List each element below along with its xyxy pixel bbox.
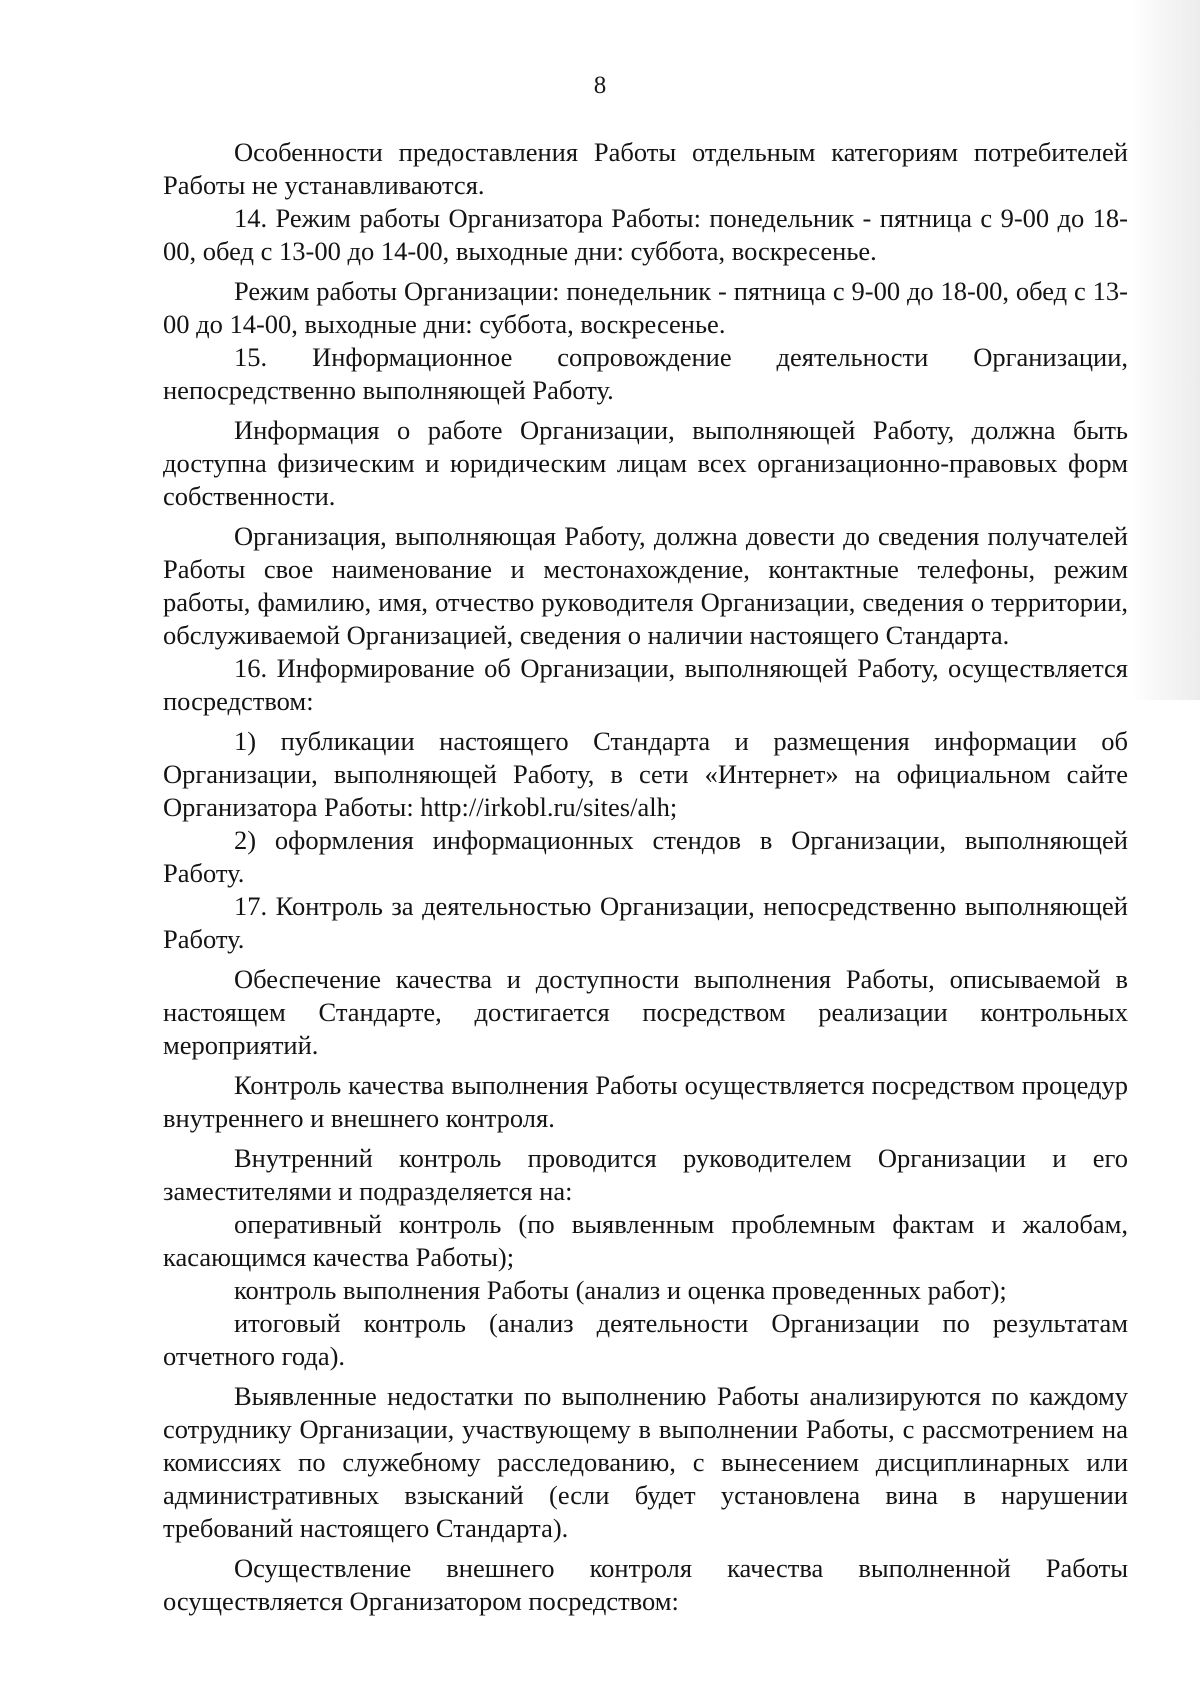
paragraph: Обеспечение качества и доступности выполнения Работы, описываемой в настоящем Стандарте, достигается посредством реализации контрольных мероприятий. <box>163 964 1128 1060</box>
paragraph: Особенности предоставления Работы отдельным категориям потребителей Работы не устанавливаются. <box>163 137 1128 200</box>
paragraph: Информация о работе Организации, выполняющей Работу, должна быть доступна физическим и юридическим лицам всех организационно-правовых форм собственности. <box>163 415 1128 511</box>
paragraph: итоговый контроль (анализ деятельности Организации по результатам отчетного года). <box>163 1308 1128 1371</box>
page-number: 8 <box>593 72 607 99</box>
paragraph: контроль выполнения Работы (анализ и оценка проведенных работ); <box>234 1275 1007 1305</box>
paragraph: 15. Информационное сопровождение деятельности Организации, непосредственно выполняющей Работу. <box>163 342 1128 405</box>
paragraph: 17. Контроль за деятельностью Организации, непосредственно выполняющей Работу. <box>163 891 1128 954</box>
paragraph: Выявленные недостатки по выполнению Работы анализируются по каждому сотруднику Организации, участвующему в выполнении Работы, с рассмотрением на комиссиях по служебному расследованию, с вынесением дисциплинарных или административных взысканий (если будет установлена вина в нарушении требований настоящего Стандарта). <box>163 1381 1128 1543</box>
paragraph: 16. Информирование об Организации, выполняющей Работу, осуществляется посредством: <box>163 653 1128 716</box>
paragraph: Режим работы Организации: понедельник - пятница с 9-00 до 18-00, обед с 13-00 до 14-00, выходные дни: суббота, воскресенье. <box>163 276 1128 339</box>
paragraph: Контроль качества выполнения Работы осуществляется посредством процедур внутреннего и внешнего контроля. <box>163 1070 1128 1133</box>
paragraph: Внутренний контроль проводится руководителем Организации и его заместителями и подразделяется на: <box>163 1143 1128 1206</box>
paragraph: Организация, выполняющая Работу, должна довести до сведения получателей Работы свое наименование и местонахождение, контактные телефоны, режим работы, фамилию, имя, отчество руководителя Организации, сведения о территории, обслуживаемой Организацией, сведения о наличии настоящего Стандарта. <box>163 521 1128 650</box>
document-body <box>163 136 1128 1618</box>
paragraph: 2) оформления информационных стендов в Организации, выполняющей Работу. <box>163 825 1128 888</box>
paragraph: Осуществление внешнего контроля качества выполненной Работы осуществляется Организатором посредством: <box>163 1553 1128 1616</box>
paragraph: 14. Режим работы Организатора Работы: понедельник - пятница с 9-00 до 18-00, обед с 13-00 до 14-00, выходные дни: суббота, воскресенье. <box>163 203 1128 266</box>
scan-edge-shadow <box>1130 0 1200 700</box>
paragraph: 1) публикации настоящего Стандарта и размещения информации об Организации, выполняющей Работу, в сети «Интернет» на официальном сайте Организатора Работы: http://irkobl.ru/sites/alh; <box>163 726 1128 822</box>
paragraph: оперативный контроль (по выявленным проблемным фактам и жалобам, касающимся качества Работы); <box>163 1209 1128 1272</box>
